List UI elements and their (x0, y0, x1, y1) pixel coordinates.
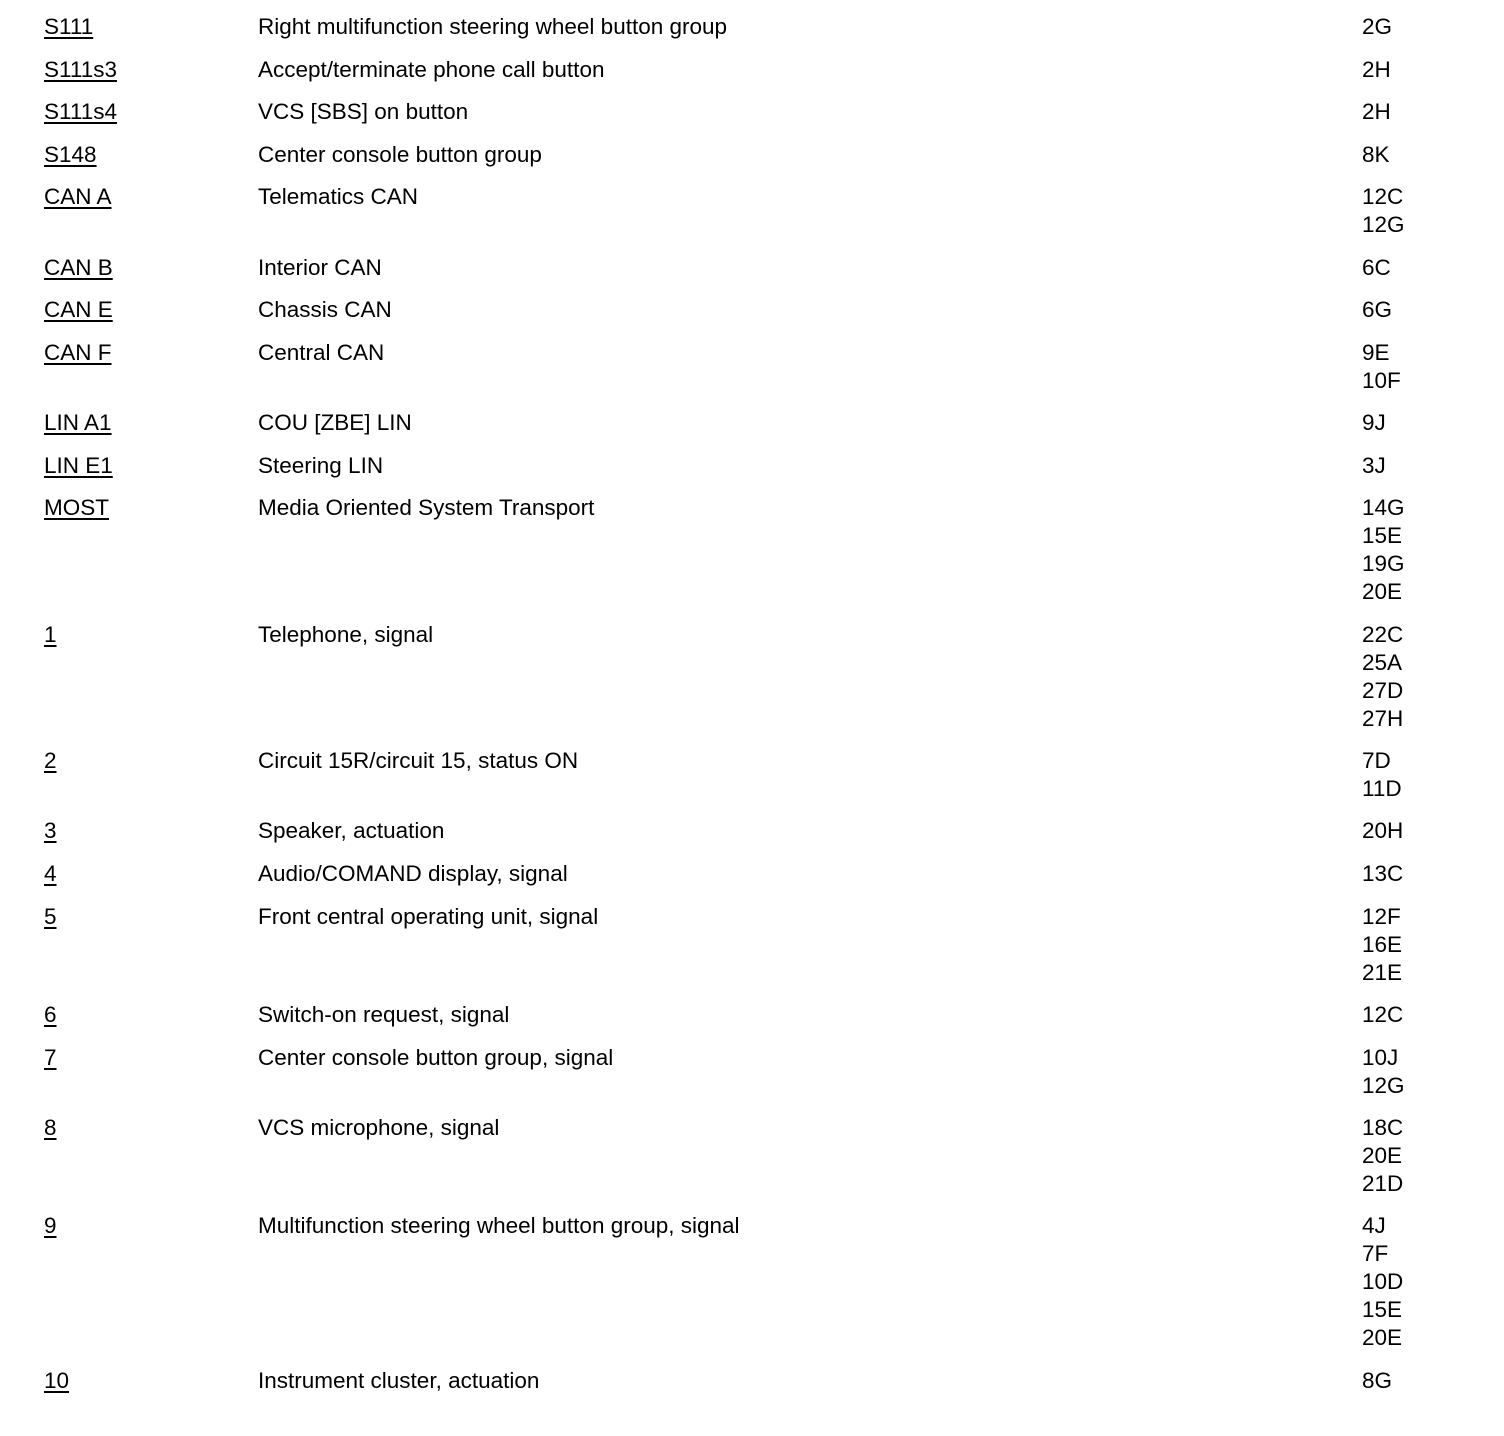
legend-code-link[interactable]: S148 (44, 142, 97, 167)
grid-reference: 12C (1362, 184, 1404, 209)
legend-description: Media Oriented System Transport (258, 495, 595, 520)
legend-code-link[interactable]: S111 (44, 14, 94, 39)
legend-code-link[interactable]: MOST (44, 495, 109, 520)
grid-reference: 2H (1362, 57, 1391, 82)
legend-grid-references (1362, 1114, 1403, 1198)
grid-reference: 12C (1362, 1002, 1404, 1027)
legend-description: Telephone, signal (258, 622, 434, 647)
legend-description: Right multifunction steering wheel button group (258, 14, 728, 39)
legend-description: Accept/terminate phone call button (258, 57, 605, 82)
legend-grid-references (1362, 452, 1386, 480)
grid-reference: 6G (1362, 297, 1393, 322)
legend-grid-references (1362, 98, 1391, 126)
grid-reference: 20E (1362, 579, 1403, 604)
legend-description: Central CAN (258, 340, 385, 365)
legend-code-link[interactable]: 7 (44, 1045, 57, 1070)
grid-reference: 14G (1362, 495, 1405, 520)
legend-description: Center console button group (258, 142, 542, 167)
legend-grid-references (1362, 141, 1390, 169)
grid-reference: 12F (1362, 904, 1401, 929)
grid-reference: 27H (1362, 706, 1404, 731)
legend-grid-references (1362, 13, 1392, 41)
grid-reference: 8G (1362, 1368, 1393, 1393)
legend-grid-references (1362, 903, 1402, 987)
grid-reference: 15E (1362, 523, 1403, 548)
legend-grid-references (1362, 817, 1403, 845)
grid-reference: 18C (1362, 1115, 1404, 1140)
grid-reference: 22C (1362, 622, 1404, 647)
legend-grid-references (1362, 621, 1403, 733)
legend-grid-references (1362, 254, 1391, 282)
grid-reference: 15E (1362, 1297, 1403, 1322)
legend-code-link[interactable]: LIN A1 (44, 410, 112, 435)
legend-description: Switch-on request, signal (258, 1002, 510, 1027)
legend-grid-references (1362, 409, 1386, 437)
grid-reference: 20E (1362, 1325, 1403, 1350)
legend-code-link[interactable]: CAN A (44, 184, 112, 209)
legend-code-link[interactable]: 4 (44, 861, 57, 886)
legend-code-link[interactable]: 8 (44, 1115, 57, 1140)
grid-reference: 25A (1362, 650, 1403, 675)
legend-description: Front central operating unit, signal (258, 904, 599, 929)
grid-reference: 21D (1362, 1171, 1404, 1196)
grid-reference: 11D (1362, 776, 1402, 801)
legend-description: VCS [SBS] on button (258, 99, 469, 124)
grid-reference: 20E (1362, 1143, 1403, 1168)
legend-code-link[interactable]: 9 (44, 1213, 57, 1238)
legend-description: Speaker, actuation (258, 818, 445, 843)
legend-description: COU [ZBE] LIN (258, 410, 412, 435)
legend-code-link[interactable]: 6 (44, 1002, 57, 1027)
grid-reference: 2H (1362, 99, 1391, 124)
grid-reference: 13C (1362, 861, 1404, 886)
legend-code-link[interactable]: 5 (44, 904, 57, 929)
legend-code-link[interactable]: S111s3 (44, 57, 117, 82)
legend-description: Multifunction steering wheel button group, signal (258, 1213, 740, 1238)
legend-description: Center console button group, signal (258, 1045, 614, 1070)
legend-code-link[interactable]: CAN B (44, 255, 113, 280)
legend-grid-references (1362, 747, 1402, 803)
legend-description: Audio/COMAND display, signal (258, 861, 568, 886)
grid-reference: 4J (1362, 1213, 1386, 1238)
legend-code-link[interactable]: S111s4 (44, 99, 117, 124)
legend-grid-references (1362, 56, 1391, 84)
grid-reference: 2G (1362, 14, 1393, 39)
grid-reference: 3J (1362, 453, 1386, 478)
grid-reference: 12G (1362, 1073, 1405, 1098)
legend-code-link[interactable]: LIN E1 (44, 453, 113, 478)
legend-grid-references (1362, 296, 1392, 324)
grid-reference: 12G (1362, 212, 1405, 237)
legend-description: VCS microphone, signal (258, 1115, 500, 1140)
legend-description: Chassis CAN (258, 297, 392, 322)
grid-reference: 21E (1362, 960, 1403, 985)
legend-grid-references (1362, 1044, 1405, 1100)
legend-grid-references (1362, 339, 1401, 395)
legend-grid-references (1362, 183, 1405, 239)
legend-code-link[interactable]: 2 (44, 748, 57, 773)
grid-reference: 10J (1362, 1045, 1399, 1070)
grid-reference: 8K (1362, 142, 1390, 167)
legend-code-link[interactable]: CAN E (44, 297, 113, 322)
legend-description: Circuit 15R/circuit 15, status ON (258, 748, 579, 773)
grid-reference: 10F (1362, 368, 1401, 393)
legend-grid-references (1362, 1367, 1392, 1395)
grid-reference: 6C (1362, 255, 1391, 280)
legend-description: Telematics CAN (258, 184, 419, 209)
legend-code-link[interactable]: 3 (44, 818, 57, 843)
legend-grid-references (1362, 1212, 1403, 1352)
grid-reference: 19G (1362, 551, 1405, 576)
grid-reference: 10D (1362, 1269, 1404, 1294)
legend-grid-references (1362, 494, 1405, 606)
grid-reference: 9E (1362, 340, 1390, 365)
grid-reference: 9J (1362, 410, 1386, 435)
legend-description: Interior CAN (258, 255, 382, 280)
legend-description: Steering LIN (258, 453, 384, 478)
legend-code-link[interactable]: 10 (44, 1368, 70, 1393)
grid-reference: 16E (1362, 932, 1403, 957)
grid-reference: 7F (1362, 1241, 1389, 1266)
legend-grid-references (1362, 1001, 1403, 1029)
grid-reference: 7D (1362, 748, 1391, 773)
grid-reference: 20H (1362, 818, 1404, 843)
legend-grid-references (1362, 860, 1403, 888)
grid-reference: 27D (1362, 678, 1404, 703)
legend-code-link[interactable]: 1 (44, 622, 57, 647)
legend-description: Instrument cluster, actuation (258, 1368, 540, 1393)
legend-code-link[interactable]: CAN F (44, 340, 112, 365)
